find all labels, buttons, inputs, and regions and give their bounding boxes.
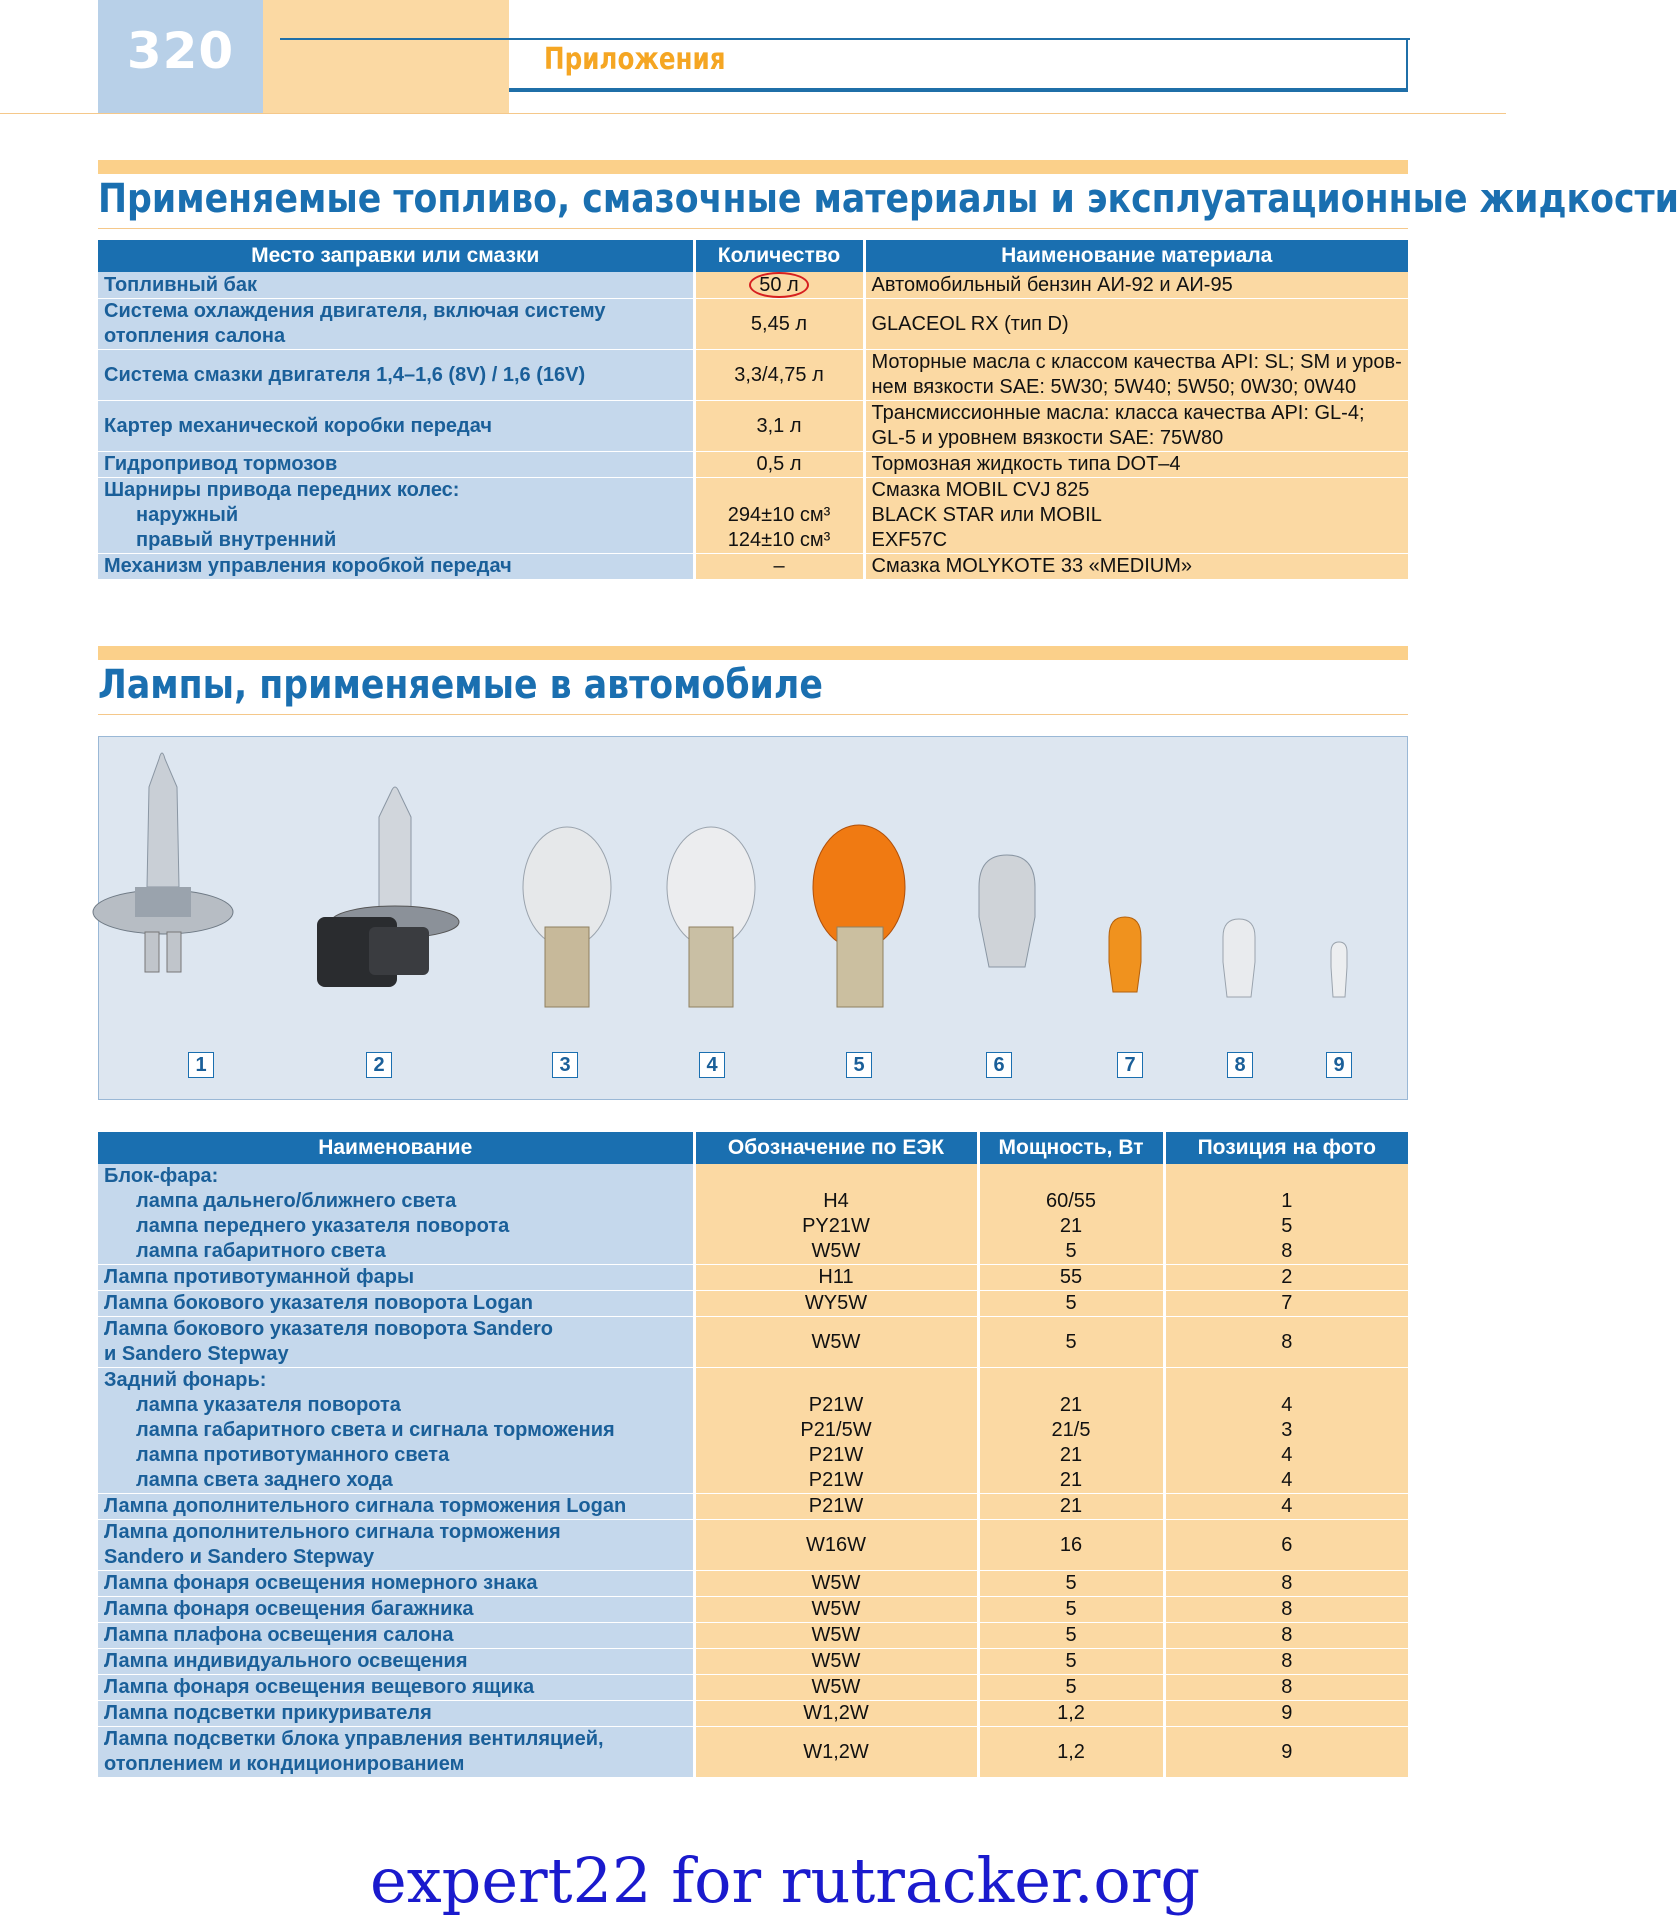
cell-line: 3,1 л bbox=[756, 414, 802, 437]
cell-line: W1,2W bbox=[803, 1702, 869, 1724]
table-row bbox=[98, 1164, 1408, 1265]
cell-line: правый внутренний bbox=[136, 529, 337, 551]
lamp-code bbox=[694, 1317, 978, 1368]
cell-line: 4 bbox=[1281, 1469, 1293, 1491]
cell-line: отопления салона bbox=[104, 325, 286, 347]
watermark: expert22 for rutracker.org bbox=[370, 1844, 1201, 1917]
lamps-header-1: Обозначение по ЕЭК bbox=[694, 1132, 978, 1164]
lamp-wy5w-image bbox=[1109, 917, 1141, 992]
table-row bbox=[98, 1675, 1408, 1701]
fluid-place bbox=[98, 350, 694, 401]
fluids-header-2: Наименование материала bbox=[864, 240, 1408, 272]
lamp-label-5: 5 bbox=[846, 1052, 872, 1078]
fluid-material bbox=[864, 554, 1408, 580]
cell-line: лампа света заднего хода bbox=[136, 1469, 393, 1491]
table-row bbox=[98, 1571, 1408, 1597]
lamp-position bbox=[1164, 1597, 1408, 1623]
lamp-power bbox=[978, 1727, 1164, 1778]
fluid-place bbox=[98, 401, 694, 452]
cell-line: Лампа дополнительного сигнала торможения Logan bbox=[104, 1495, 627, 1517]
cell-line: лампа переднего указателя поворота bbox=[136, 1215, 510, 1237]
table-row bbox=[98, 350, 1408, 401]
lamp-position bbox=[1164, 1701, 1408, 1727]
cell-line: P21/5W bbox=[800, 1419, 872, 1441]
lamp-position bbox=[1164, 1649, 1408, 1675]
lamp-power bbox=[978, 1291, 1164, 1317]
cell-line: Шарниры привода передних колес: bbox=[104, 479, 460, 501]
lamps-photo bbox=[98, 736, 1408, 1100]
fluid-place bbox=[98, 299, 694, 350]
cell-line: 5 bbox=[1281, 1215, 1293, 1237]
cell-line: 8 bbox=[1281, 1676, 1293, 1698]
fluid-material bbox=[864, 452, 1408, 478]
cell-line: Лампа подсветки прикуривателя bbox=[104, 1702, 432, 1724]
lamp-power bbox=[978, 1571, 1164, 1597]
cell-line: 9 bbox=[1281, 1740, 1293, 1763]
table-row bbox=[98, 1368, 1408, 1494]
fluids-header-1: Количество bbox=[694, 240, 864, 272]
table-row bbox=[98, 554, 1408, 580]
cell-line: GL-5 и уровнем вязкости SAE: 75W80 bbox=[871, 427, 1224, 449]
cell-line: 4 bbox=[1281, 1444, 1293, 1466]
lamp-code bbox=[694, 1649, 978, 1675]
lamp-name bbox=[98, 1727, 694, 1778]
cell-line: H11 bbox=[818, 1266, 854, 1288]
lamps-title: Лампы, применяемые в автомобиле bbox=[98, 662, 823, 708]
lamp-w5w-image bbox=[1223, 919, 1255, 997]
lamp-name bbox=[98, 1701, 694, 1727]
fluid-material bbox=[864, 350, 1408, 401]
cell-line: отоплением и кондиционированием bbox=[104, 1753, 465, 1775]
lamp-name bbox=[98, 1571, 694, 1597]
lamp-position bbox=[1164, 1317, 1408, 1368]
lamp-position bbox=[1164, 1520, 1408, 1571]
lamp-h11-image bbox=[317, 787, 459, 987]
cell-line: 21 bbox=[1059, 1495, 1083, 1517]
header-divider bbox=[0, 113, 1506, 114]
lamp-power bbox=[978, 1317, 1164, 1368]
lamp-code bbox=[694, 1265, 978, 1291]
header-rule-bottom bbox=[509, 88, 1407, 92]
cell-line: 21/5 bbox=[1051, 1419, 1091, 1441]
cell-line: 5 bbox=[1065, 1676, 1077, 1698]
cell-line: Моторные масла с классом качества API: SL; SM и уров- bbox=[871, 351, 1402, 373]
lamp-name bbox=[98, 1623, 694, 1649]
cell-line: 6 bbox=[1281, 1533, 1293, 1556]
cell-line: P21W bbox=[808, 1394, 864, 1416]
cell-line: нем вязкости SAE: 5W30; 5W40; 5W50; 0W30; 0W40 bbox=[871, 376, 1357, 398]
cell-line: 5 bbox=[1065, 1240, 1077, 1262]
cell-line: 8 bbox=[1281, 1572, 1293, 1594]
fluid-quantity bbox=[694, 299, 864, 350]
cell-line: 5 bbox=[1065, 1330, 1077, 1353]
cell-line: лампа указателя поворота bbox=[136, 1394, 401, 1416]
cell-line bbox=[700, 1164, 973, 1189]
cell-line: W16W bbox=[806, 1533, 866, 1556]
lamp-power bbox=[978, 1623, 1164, 1649]
cell-line: W5W bbox=[811, 1624, 861, 1646]
lamp-code bbox=[694, 1623, 978, 1649]
page-number: 320 bbox=[126, 22, 235, 80]
lamp-name bbox=[98, 1675, 694, 1701]
section-label: Приложения bbox=[544, 42, 726, 77]
cell-line: Механизм управления коробкой передач bbox=[104, 555, 512, 577]
lamp-position bbox=[1164, 1727, 1408, 1778]
lamp-position bbox=[1164, 1164, 1408, 1265]
lamp-position bbox=[1164, 1675, 1408, 1701]
cell-line: лампа противотуманного света bbox=[136, 1444, 450, 1466]
cell-line: 16 bbox=[1059, 1533, 1083, 1556]
cell-line: Автомобильный бензин АИ-92 и АИ-95 bbox=[871, 273, 1233, 296]
fluid-quantity bbox=[694, 350, 864, 401]
cell-line: 294±10 см³ bbox=[727, 504, 831, 526]
cell-line: 5 bbox=[1065, 1292, 1077, 1314]
cell-line: 5,45 л bbox=[750, 312, 808, 335]
cell-line: 5 bbox=[1065, 1624, 1077, 1646]
cell-line: 8 bbox=[1281, 1624, 1293, 1646]
fluids-header-0: Место заправки или смазки bbox=[98, 240, 694, 272]
header-rule-top bbox=[280, 38, 1410, 40]
cell-line: W5W bbox=[811, 1598, 861, 1620]
cell-line: 0,5 л bbox=[756, 453, 802, 475]
lamp-code bbox=[694, 1571, 978, 1597]
lamp-power bbox=[978, 1520, 1164, 1571]
cell-line: 55 bbox=[1059, 1266, 1083, 1288]
cell-line: 21 bbox=[1059, 1469, 1083, 1491]
header-rule-end bbox=[1406, 38, 1408, 92]
cell-line: Лампа противотуманной фары bbox=[104, 1266, 415, 1288]
cell-line: Тормозная жидкость типа DOT–4 bbox=[871, 453, 1181, 475]
cell-line: W5W bbox=[811, 1572, 861, 1594]
cell-line: PY21W bbox=[802, 1215, 870, 1237]
lamp-label-3: 3 bbox=[552, 1052, 578, 1078]
cell-line: 5 bbox=[1065, 1598, 1077, 1620]
table-row bbox=[98, 1727, 1408, 1778]
cell-line: Смазка MOLYKOTE 33 «MEDIUM» bbox=[871, 555, 1192, 577]
cell-line: 7 bbox=[1281, 1292, 1293, 1314]
fluid-quantity bbox=[694, 554, 864, 580]
cell-line: 5 bbox=[1065, 1572, 1077, 1594]
lamp-py21w-image bbox=[813, 825, 905, 1007]
cell-line: 8 bbox=[1281, 1240, 1293, 1262]
cell-line: лампа габаритного света и сигнала торможения bbox=[136, 1419, 615, 1441]
cell-line: 8 bbox=[1281, 1650, 1293, 1672]
quantity-circled: 50 л bbox=[749, 272, 808, 298]
cell-line: Блок-фара: bbox=[104, 1165, 219, 1187]
cell-line: W5W bbox=[811, 1676, 861, 1698]
fluid-material bbox=[864, 299, 1408, 350]
lamp-h4-image bbox=[93, 753, 233, 972]
fluids-title-bar bbox=[98, 160, 1408, 174]
fluid-quantity bbox=[694, 478, 864, 554]
cell-line: – bbox=[773, 555, 785, 577]
lamp-power bbox=[978, 1675, 1164, 1701]
fluid-place bbox=[98, 554, 694, 580]
table-row bbox=[98, 1265, 1408, 1291]
lamp-code bbox=[694, 1675, 978, 1701]
cell-line: BLACK STAR или MOBIL bbox=[871, 504, 1102, 526]
cell-line: Картер механической коробки передач bbox=[104, 414, 492, 437]
cell-line: P21W bbox=[808, 1444, 864, 1466]
cell-line: W5W bbox=[811, 1240, 861, 1262]
fluid-quantity bbox=[694, 452, 864, 478]
cell-line: и Sandero Stepway bbox=[104, 1343, 289, 1365]
table-row bbox=[98, 452, 1408, 478]
cell-line: 21 bbox=[1059, 1394, 1083, 1416]
cell-line: P21W bbox=[808, 1495, 864, 1517]
lamp-code bbox=[694, 1494, 978, 1520]
lamp-name bbox=[98, 1368, 694, 1494]
lamp-name bbox=[98, 1597, 694, 1623]
cell-line: Система охлаждения двигателя, включая систему bbox=[104, 300, 606, 322]
fluid-material bbox=[864, 478, 1408, 554]
table-row bbox=[98, 1597, 1408, 1623]
cell-line: H4 bbox=[823, 1190, 849, 1212]
table-row bbox=[98, 1494, 1408, 1520]
fluids-table-header bbox=[98, 240, 1408, 272]
lamp-power bbox=[978, 1494, 1164, 1520]
table-row bbox=[98, 1291, 1408, 1317]
fluid-quantity bbox=[694, 272, 864, 299]
lamp-w16w-image bbox=[979, 855, 1035, 967]
header-accent-block bbox=[263, 0, 509, 113]
fluids-table bbox=[98, 240, 1408, 580]
lamp-position bbox=[1164, 1623, 1408, 1649]
lamp-code bbox=[694, 1597, 978, 1623]
table-row bbox=[98, 272, 1408, 299]
lamp-p21w-image bbox=[667, 827, 755, 1007]
lamp-code bbox=[694, 1164, 978, 1265]
cell-line: 4 bbox=[1281, 1394, 1293, 1416]
lamps-header-0: Наименование bbox=[98, 1132, 694, 1164]
lamps-header-2: Мощность, Вт bbox=[978, 1132, 1164, 1164]
fluid-place bbox=[98, 478, 694, 554]
lamp-name bbox=[98, 1317, 694, 1368]
cell-line bbox=[700, 478, 859, 503]
cell-line: Смазка MOBIL CVJ 825 bbox=[871, 479, 1090, 501]
lamp-power bbox=[978, 1265, 1164, 1291]
table-row bbox=[98, 1520, 1408, 1571]
cell-line: Лампа фонаря освещения багажника bbox=[104, 1598, 474, 1620]
fluid-place bbox=[98, 452, 694, 478]
lamp-power bbox=[978, 1597, 1164, 1623]
lamp-label-4: 4 bbox=[699, 1052, 725, 1078]
cell-line: W5W bbox=[811, 1650, 861, 1672]
lamp-power bbox=[978, 1701, 1164, 1727]
cell-line bbox=[700, 1368, 973, 1393]
lamp-position bbox=[1164, 1368, 1408, 1494]
fluid-place bbox=[98, 272, 694, 299]
lamp-label-2: 2 bbox=[366, 1052, 392, 1078]
lamp-p21-5w-image bbox=[523, 827, 611, 1007]
cell-line: 8 bbox=[1281, 1598, 1293, 1620]
fluid-material bbox=[864, 401, 1408, 452]
lamp-label-6: 6 bbox=[986, 1052, 1012, 1078]
cell-line: W1,2W bbox=[803, 1740, 869, 1763]
lamp-name bbox=[98, 1164, 694, 1265]
cell-line: Лампа фонаря освещения вещевого ящика bbox=[104, 1676, 535, 1698]
cell-line: Трансмиссионные масла: класса качества API: GL-4; bbox=[871, 402, 1365, 424]
cell-line: 9 bbox=[1281, 1702, 1293, 1724]
cell-line: 21 bbox=[1059, 1215, 1083, 1237]
lamp-label-8: 8 bbox=[1227, 1052, 1253, 1078]
table-row bbox=[98, 1623, 1408, 1649]
table-row bbox=[98, 1317, 1408, 1368]
cell-line: 4 bbox=[1281, 1495, 1293, 1517]
cell-line: GLACEOL RX (тип D) bbox=[871, 312, 1069, 335]
cell-line: P21W bbox=[808, 1469, 864, 1491]
lamp-power bbox=[978, 1649, 1164, 1675]
cell-line bbox=[984, 1368, 1159, 1393]
table-row bbox=[98, 401, 1408, 452]
cell-line: 1,2 bbox=[1057, 1702, 1085, 1724]
cell-line: 21 bbox=[1059, 1444, 1083, 1466]
lamp-code bbox=[694, 1368, 978, 1494]
lamp-code bbox=[694, 1727, 978, 1778]
cell-line: EXF57C bbox=[871, 529, 948, 551]
lamp-position bbox=[1164, 1571, 1408, 1597]
lamp-power bbox=[978, 1368, 1164, 1494]
cell-line: лампа дальнего/ближнего света bbox=[136, 1190, 457, 1212]
table-row bbox=[98, 1701, 1408, 1727]
lamps-title-underline bbox=[98, 714, 1408, 715]
cell-line: Лампа бокового указателя поворота Sandero bbox=[104, 1318, 553, 1340]
cell-line bbox=[1170, 1368, 1405, 1393]
lamp-w1-2w-image bbox=[1331, 942, 1347, 997]
cell-line: Лампа бокового указателя поворота Logan bbox=[104, 1292, 533, 1314]
cell-line: 8 bbox=[1281, 1330, 1293, 1353]
lamp-position bbox=[1164, 1494, 1408, 1520]
table-row bbox=[98, 1649, 1408, 1675]
cell-line: Лампа подсветки блока управления вентиляцией, bbox=[104, 1728, 604, 1750]
lamp-name bbox=[98, 1649, 694, 1675]
cell-line: Лампа плафона освещения салона bbox=[104, 1624, 454, 1646]
cell-line: Лампа фонаря освещения номерного знака bbox=[104, 1572, 538, 1594]
cell-line: 1 bbox=[1281, 1190, 1293, 1212]
cell-line bbox=[984, 1164, 1159, 1189]
table-row bbox=[98, 478, 1408, 554]
cell-line: 3 bbox=[1281, 1419, 1293, 1441]
fluid-material bbox=[864, 272, 1408, 299]
cell-line: WY5W bbox=[804, 1292, 868, 1314]
lamp-position bbox=[1164, 1291, 1408, 1317]
cell-line: Лампа дополнительного сигнала торможения bbox=[104, 1521, 561, 1543]
lamps-title-bar bbox=[98, 646, 1408, 660]
cell-line: Задний фонарь: bbox=[104, 1369, 267, 1391]
lamp-name bbox=[98, 1494, 694, 1520]
lamp-name bbox=[98, 1520, 694, 1571]
cell-line: Система смазки двигателя 1,4–1,6 (8V) / 1,6 (16V) bbox=[104, 363, 586, 386]
lamp-power bbox=[978, 1164, 1164, 1265]
lamp-code bbox=[694, 1291, 978, 1317]
lamps-table-header bbox=[98, 1132, 1408, 1164]
cell-line bbox=[1170, 1164, 1405, 1189]
lamp-code bbox=[694, 1520, 978, 1571]
cell-line: 124±10 см³ bbox=[727, 529, 831, 551]
cell-line: 1,2 bbox=[1057, 1740, 1085, 1763]
lamp-name bbox=[98, 1265, 694, 1291]
cell-line: Sandero и Sandero Stepway bbox=[104, 1546, 375, 1568]
cell-line: Топливный бак bbox=[104, 273, 258, 296]
table-row bbox=[98, 299, 1408, 350]
lamps-table bbox=[98, 1132, 1408, 1778]
cell-line: 2 bbox=[1281, 1266, 1293, 1288]
lamp-label-7: 7 bbox=[1117, 1052, 1143, 1078]
lamp-name bbox=[98, 1291, 694, 1317]
lamps-header-3: Позиция на фото bbox=[1164, 1132, 1408, 1164]
cell-line: Гидропривод тормозов bbox=[104, 453, 338, 475]
fluid-quantity bbox=[694, 401, 864, 452]
lamp-position bbox=[1164, 1265, 1408, 1291]
cell-line: Лампа индивидуального освещения bbox=[104, 1650, 468, 1672]
cell-line: 60/55 bbox=[1045, 1190, 1097, 1212]
cell-line: 5 bbox=[1065, 1650, 1077, 1672]
fluids-title-underline bbox=[98, 228, 1408, 229]
lamp-code bbox=[694, 1701, 978, 1727]
cell-line: 3,3/4,75 л bbox=[734, 363, 824, 386]
lamps-illustration bbox=[99, 737, 1409, 1101]
fluids-title: Применяемые топливо, смазочные материалы и эксплуатационные жидкости bbox=[98, 176, 1679, 222]
cell-line: лампа габаритного света bbox=[136, 1240, 386, 1262]
cell-line: W5W bbox=[811, 1330, 861, 1353]
lamp-label-1: 1 bbox=[188, 1052, 214, 1078]
lamp-label-9: 9 bbox=[1326, 1052, 1352, 1078]
cell-line: наружный bbox=[136, 504, 239, 526]
